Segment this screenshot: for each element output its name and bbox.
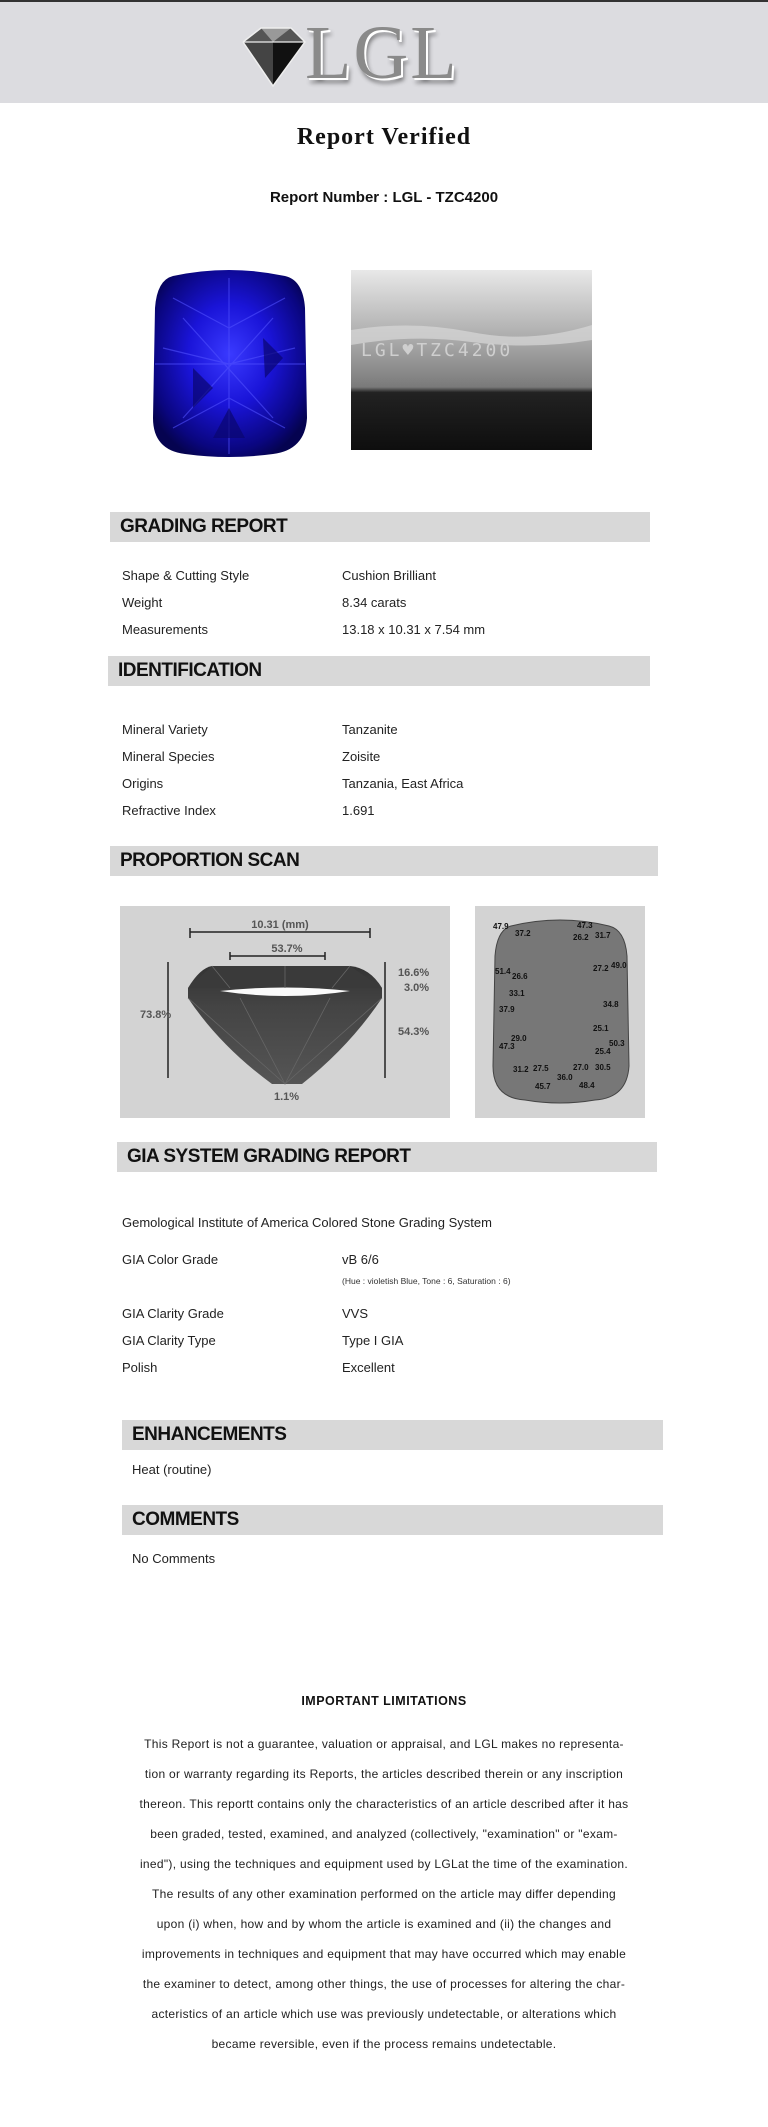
inscription-text: LGL♥TZC4200: [361, 340, 514, 361]
total-depth-label: 73.8%: [140, 1009, 172, 1021]
lgl-logo: [233, 11, 493, 96]
tv-12: 25.1: [593, 1024, 609, 1033]
profile-diagram: [120, 906, 450, 1118]
enhancements-header: ENHANCEMENTS: [122, 1420, 663, 1450]
page-title: Report Verified: [296, 124, 472, 150]
tv-8: 26.6: [512, 972, 528, 981]
limitations-line-2: thereon. This reportt contains only the characteristics of an article described after it has: [139, 1797, 629, 1811]
grading-label-shape: Shape & Cutting Style: [122, 568, 250, 583]
tv-13: 29.0: [511, 1034, 527, 1043]
id-value-variety: Tanzanite: [342, 722, 398, 737]
gem-photo: [133, 268, 325, 460]
enhancements-value: Heat (routine): [132, 1462, 212, 1477]
girdle-label: 3.0%: [404, 982, 430, 994]
pavilion-label: 54.3%: [398, 1026, 430, 1038]
limitations-line-5: The results of any other examination performed on the article may differ depending: [152, 1887, 616, 1901]
tv-3: 26.2: [573, 933, 589, 942]
tv-11: 37.9: [499, 1005, 515, 1014]
gia-label-clarity: GIA Clarity Grade: [122, 1306, 224, 1321]
limitations-line-3: been graded, tested, examined, and analyzed (collectively, "examination" or "exam-: [150, 1827, 618, 1841]
id-value-species: Zoisite: [342, 749, 381, 764]
report-number: Report Number : LGL - TZC4200: [269, 189, 499, 206]
tv-20: 30.5: [595, 1063, 611, 1072]
tv-1: 37.2: [515, 929, 531, 938]
gia-system-name: Gemological Institute of America Colored Stone Grading System: [122, 1215, 492, 1230]
tv-10: 34.8: [603, 1000, 619, 1009]
crown-height-label: 16.6%: [398, 967, 430, 979]
tv-7: 51.4: [495, 967, 511, 976]
grading-label-measurements: Measurements: [122, 622, 208, 637]
grading-value-weight: 8.34 carats: [342, 595, 407, 610]
grading-value-shape: Cushion Brilliant: [342, 568, 436, 583]
gia-label-color: GIA Color Grade: [122, 1252, 219, 1267]
tv-19: 27.0: [573, 1063, 589, 1072]
id-label-species: Mineral Species: [122, 749, 215, 764]
width-label: 10.31 (mm): [251, 919, 309, 931]
limitations-line-1: tion or warranty regarding its Reports, the articles described therein or any inscription: [144, 1767, 624, 1781]
tv-0: 47.9: [493, 922, 509, 931]
id-label-origins: Origins: [122, 776, 164, 791]
identification-header: IDENTIFICATION: [108, 656, 650, 686]
logo-text: LGL: [305, 11, 459, 95]
limitations-line-4: ined"), using the techniques and equipment used by LGLat the time of the examination.: [139, 1857, 629, 1871]
limitations-line-0: This Report is not a guarantee, valuation or appraisal, and LGL makes no representa-: [144, 1737, 624, 1751]
tv-17: 31.2: [513, 1065, 529, 1074]
gia-header: GIA SYSTEM GRADING REPORT: [117, 1142, 657, 1172]
grading-report-header: GRADING REPORT: [110, 512, 650, 542]
grading-value-measurements: 13.18 x 10.31 x 7.54 mm: [342, 622, 486, 637]
tv-22: 45.7: [535, 1082, 551, 1091]
tv-15: 47.3: [499, 1042, 515, 1051]
inscription-photo: [351, 270, 592, 450]
tv-23: 48.4: [579, 1081, 595, 1090]
limitations-title: IMPORTANT LIMITATIONS: [301, 1694, 467, 1708]
tv-21: 36.0: [557, 1073, 573, 1082]
culet-label: 1.1%: [274, 1091, 300, 1103]
limitations-line-10: became reversible, even if the process remains undetectable.: [211, 2037, 557, 2051]
tv-14: 50.3: [609, 1039, 625, 1048]
limitations-line-8: the examiner to detect, among other things, the use of processes for altering the char-: [142, 1977, 626, 1991]
gia-value-clarity: VVS: [342, 1306, 369, 1321]
id-label-variety: Mineral Variety: [122, 722, 208, 737]
gia-label-clarity-type: GIA Clarity Type: [122, 1333, 216, 1348]
top-view-diagram: [475, 906, 645, 1118]
id-value-origins: Tanzania, East Africa: [342, 776, 464, 791]
tv-18: 27.5: [533, 1064, 549, 1073]
limitations-line-7: improvements in techniques and equipment that may have occurred which may enable: [141, 1947, 627, 1961]
gia-value-clarity-type: Type I GIA: [342, 1333, 404, 1348]
tv-5: 27.2: [593, 964, 609, 973]
grading-label-weight: Weight: [122, 595, 163, 610]
limitations-line-6: upon (i) when, how and by whom the article is examined and (ii) the changes and: [156, 1917, 612, 1931]
gia-color-note: (Hue : violetish Blue, Tone : 6, Saturation : 6): [342, 1276, 511, 1286]
comments-value: No Comments: [132, 1551, 216, 1566]
tv-2: 47.3: [577, 921, 593, 930]
id-label-ri: Refractive Index: [122, 803, 216, 818]
gia-value-color: vB 6/6: [342, 1252, 379, 1267]
diamond-icon: [233, 24, 313, 94]
header-banner: [0, 2, 768, 103]
id-value-ri: 1.691: [342, 803, 375, 818]
gia-label-polish: Polish: [122, 1360, 158, 1375]
tv-6: 49.0: [611, 961, 627, 970]
table-label: 53.7%: [271, 943, 303, 955]
tv-4: 31.7: [595, 931, 611, 940]
limitations-line-9: acteristics of an article which use was previously undetectable, or alterations which: [151, 2007, 617, 2021]
gia-value-polish: Excellent: [342, 1360, 395, 1375]
comments-header: COMMENTS: [122, 1505, 663, 1535]
proportion-scan-header: PROPORTION SCAN: [110, 846, 658, 876]
tv-9: 33.1: [509, 989, 525, 998]
tv-16: 25.4: [595, 1047, 611, 1056]
